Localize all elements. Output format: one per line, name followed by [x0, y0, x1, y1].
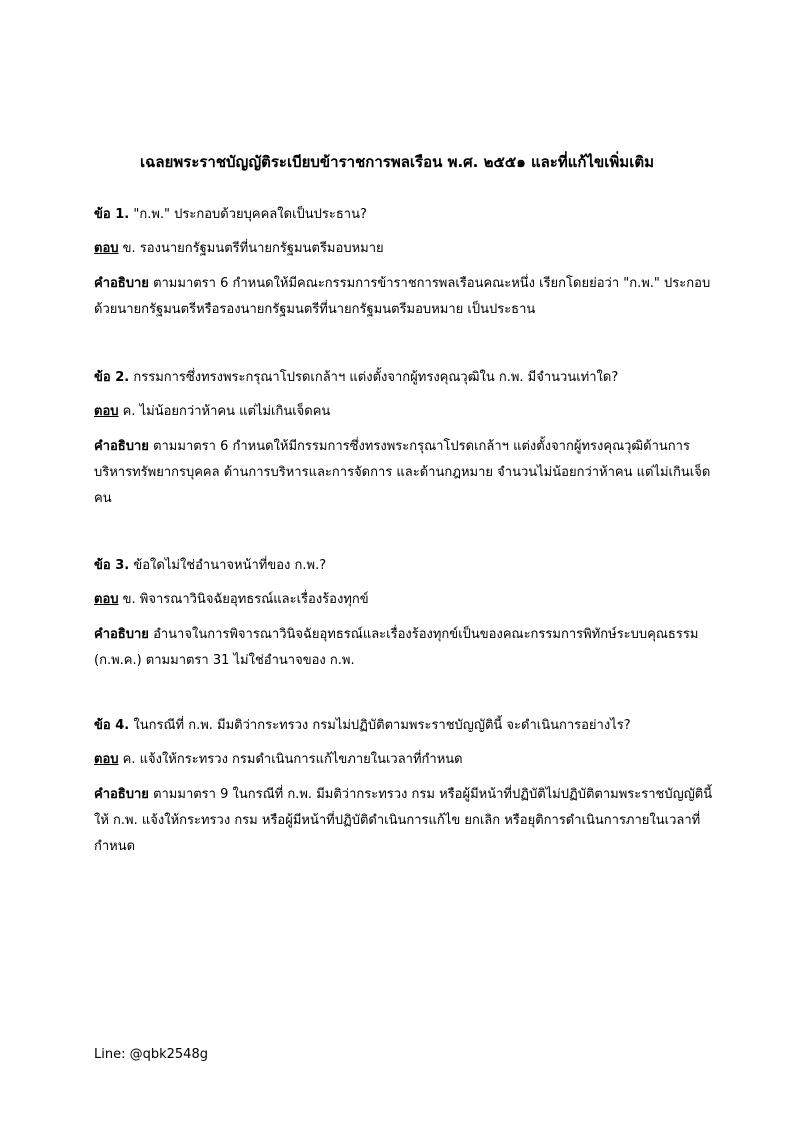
answer-line — [94, 750, 714, 770]
question-text: ข้อใดไม่ใช่อำนาจหน้าที่ของ ก.พ.? — [133, 558, 327, 573]
question-line — [94, 368, 714, 388]
explanation-line — [94, 782, 714, 860]
explanation-line — [94, 434, 714, 512]
answer-line — [94, 239, 714, 259]
question-item-4 — [94, 716, 714, 860]
answer-text: ข. พิจารณาวินิจฉัยอุทธรณ์และเรื่องร้องทุกข์ — [122, 592, 369, 607]
question-line — [94, 205, 714, 225]
question-line — [94, 556, 714, 576]
question-label: ข้อ 4. — [94, 718, 130, 733]
answer-label: ตอบ — [94, 592, 119, 607]
question-text: "ก.พ." ประกอบด้วยบุคคลใดเป็นประธาน? — [133, 207, 367, 222]
explanation-text: ตามมาตรา 9 ในกรณีที่ ก.พ. มีมติว่ากระทรวง กรม หรือผู้มีหน้าที่ปฏิบัติไม่ปฏิบัติตามพระราชบัญญัตินี้ ให้ ก.พ. แจ้งให้กระทรวง กรม หรือผู้มีหน้าที่ปฏิบัติดำเนินการแก้ไข ยกเลิก หรือยุติการดำเนินการภายในเวลาที่กำหนด — [94, 787, 713, 854]
answer-line — [94, 590, 714, 610]
question-text: กรรมการซึ่งทรงพระกรุณาโปรดเกล้าฯ แต่งตั้งจากผู้ทรงคุณวุฒิใน ก.พ. มีจำนวนเท่าใด? — [133, 370, 619, 385]
explanation-line — [94, 622, 714, 674]
explanation-label: คำอธิบาย — [94, 276, 149, 291]
answer-line — [94, 402, 714, 422]
footer-contact: Line: @qbk2548g — [94, 1047, 208, 1062]
question-label: ข้อ 1. — [94, 207, 130, 222]
answer-label: ตอบ — [94, 752, 119, 767]
page-title: เฉลยพระราชบัญญัติระเบียบข้าราชการพลเรือน พ.ศ. ๒๕๕๑ และที่แก้ไขเพิ่มเติม — [140, 153, 654, 171]
question-line — [94, 716, 714, 736]
answer-text: ค. แจ้งให้กระทรวง กรมดำเนินการแก้ไขภายในเวลาที่กำหนด — [122, 752, 463, 767]
explanation-text: ตามมาตรา 6 กำหนดให้มีคณะกรรมการข้าราชการพลเรือนคณะหนึ่ง เรียกโดยย่อว่า "ก.พ." ประกอบด้วยนายกรัฐมนตรีหรือรองนายกรัฐมนตรีที่นายกรัฐมนตรีมอบหมาย เป็นประธาน — [94, 276, 711, 317]
question-label: ข้อ 3. — [94, 558, 130, 573]
answer-label: ตอบ — [94, 241, 119, 256]
question-text: ในกรณีที่ ก.พ. มีมติว่ากระทรวง กรมไม่ปฏิบัติตามพระราชบัญญัตินี้ จะดำเนินการอย่างไร? — [133, 718, 631, 733]
question-label: ข้อ 2. — [94, 370, 130, 385]
answer-text: ค. ไม่น้อยกว่าห้าคน แต่ไม่เกินเจ็ดคน — [122, 404, 331, 419]
explanation-label: คำอธิบาย — [94, 627, 149, 642]
explanation-text: ตามมาตรา 6 กำหนดให้มีกรรมการซึ่งทรงพระกรุณาโปรดเกล้าฯ แต่งตั้งจากผู้ทรงคุณวุฒิด้านการบริหารทรัพยากรบุคคล ด้านการบริหารและการจัดการ และด้านกฎหมาย จำนวนไม่น้อยกว่าห้าคน แต่ไม่เกินเจ็ดคน — [94, 439, 711, 506]
question-item-3 — [94, 556, 714, 674]
explanation-text: อำนาจในการพิจารณาวินิจฉัยอุทธรณ์และเรื่องร้องทุกข์เป็นของคณะกรรมการพิทักษ์ระบบคุณธรรม (ก.พ.ค.) ตามมาตรา 31 ไม่ใช่อำนาจของ ก.พ. — [94, 627, 699, 668]
question-item-2 — [94, 368, 714, 512]
explanation-label: คำอธิบาย — [94, 787, 149, 802]
question-item-1 — [94, 205, 714, 323]
answer-label: ตอบ — [94, 404, 119, 419]
explanation-line — [94, 271, 714, 323]
answer-text: ข. รองนายกรัฐมนตรีที่นายกรัฐมนตรีมอบหมาย — [122, 241, 384, 256]
explanation-label: คำอธิบาย — [94, 439, 149, 454]
